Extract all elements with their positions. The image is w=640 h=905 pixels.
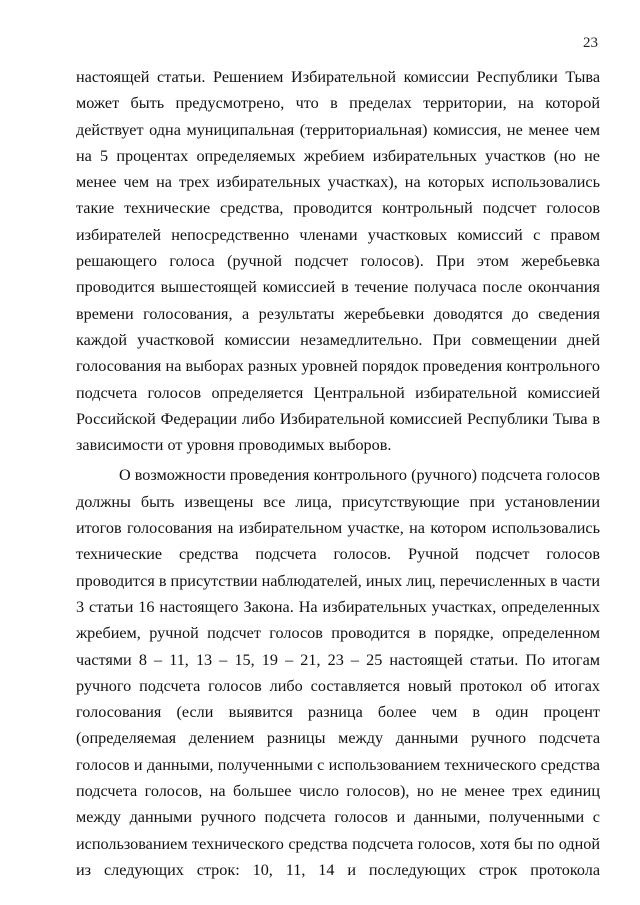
document-body	[76, 64, 600, 883]
page-number: 23	[583, 35, 598, 51]
paragraph-manual-count: О возможности проведения контрольного (ручного) подсчета голосов должны быть извещены все лица, присутствующие при установлении итогов голосования на избирательном участке, на котором использовались технические средства подсчета голосов. Ручной подсчет голосов проводится в присутствии наблюдателей, иных лиц, перечисленных в части 3 статьи 16 настоящего Закона. На избирательных участках, определенных жребием, ручной подсчет голосов проводится в порядке, определенном частями 8 – 11, 13 – 15, 19 – 21, 23 – 25 настоящей статьи. По итогам ручного подсчета голосов либо составляется новый протокол об итогах голосования (если выявится разница более чем в один процент (определяемая делением разницы между данными ручного подсчета голосов и данными, полученными с использованием технического средства подсчета голосов, на большее число голосов), но не менее трех единиц между данными ручного подсчета голосов и данными, полученными с использованием технического средства подсчета голосов, хотя бы по одной из следующих строк: 10, 11, 14 и последующих строк протокола	[76, 466, 600, 879]
paragraph-continuation: настоящей статьи. Решением Избирательной комиссии Республики Тыва может быть предусмотрено, что в пределах территории, на которой действует одна муниципальная (территориальная) комиссия, не менее чем на 5 процентах определяемых жребием избирательных участков (но не менее чем на трех избирательных участках), на которых использовались такие технические средства, проводится контрольный подсчет голосов избирателей непосредственно членами участковых комиссий с правом решающего голоса (ручной подсчет голосов). При этом жеребьевка проводится вышестоящей комиссией в течение получаса после окончания времени голосования, а результаты жеребьевки доводятся до сведения каждой участковой комиссии незамедлительно. При совмещении дней голосования на выборах разных уровней порядок проведения контрольного подсчета голосов определяется Центральной избирательной комиссией Российской Федерации либо Избирательной комиссией Республики Тыва в зависимости от уровня проводимых выборов.	[76, 68, 600, 455]
